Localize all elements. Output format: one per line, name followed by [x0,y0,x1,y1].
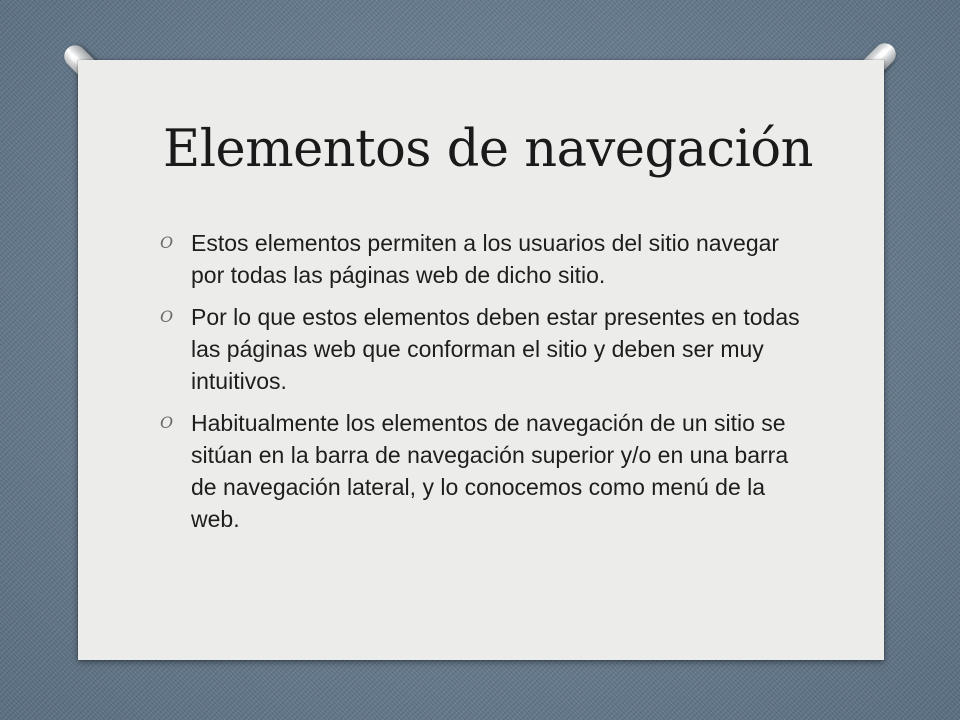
bullet-text: Habitualmente los elementos de navegación de un sitio se sitúan en la barra de navegación superior y/o en una barra de navegación lateral, y lo conocemos como menú de la web. [191,410,789,532]
bullet-text: Por lo que estos elementos deben estar presentes en todas las páginas web que conforman el sitio y deben ser muy intuitivos. [191,304,800,394]
bullet-marker-icon: O [160,307,174,326]
bullet-marker-icon: O [160,413,174,432]
bullet-item [160,227,810,291]
bullet-item [160,407,810,535]
bullet-marker-icon: O [160,233,174,252]
bullet-list [160,227,810,545]
bullet-item [160,301,810,397]
bullet-text: Estos elementos permiten a los usuarios del sitio navegar por todas las páginas web de dicho sitio. [191,230,780,288]
slide-title: Elementos de navegación [163,120,813,179]
